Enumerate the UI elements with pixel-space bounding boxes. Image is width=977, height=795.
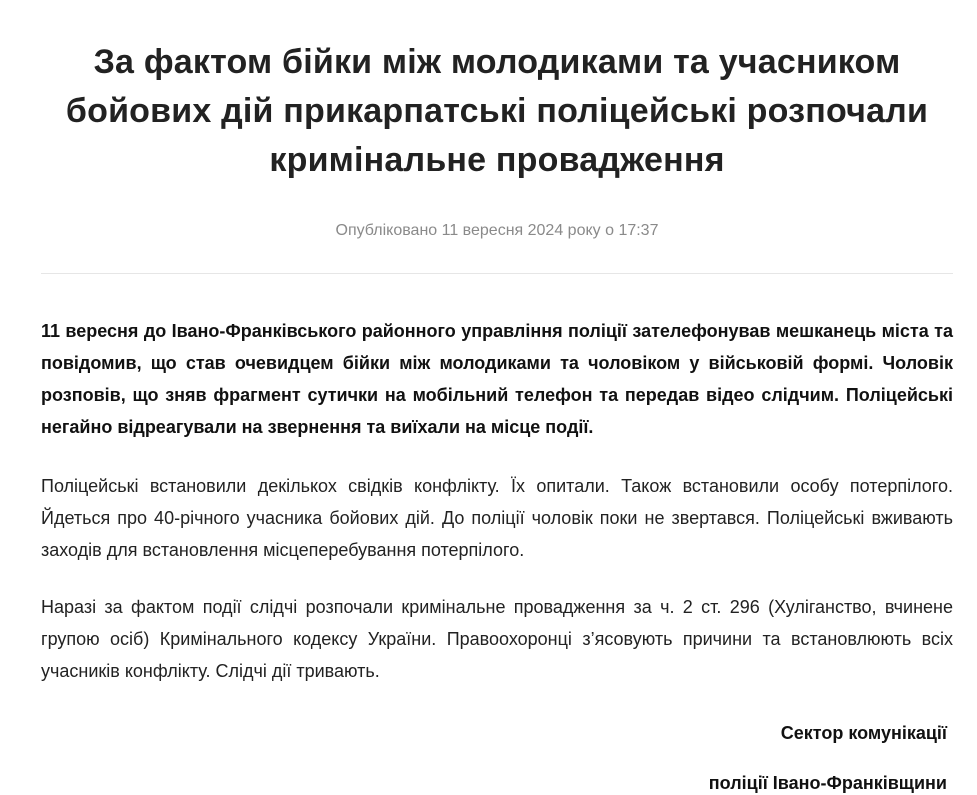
article: [41, 0, 953, 795]
body-paragraph-3: Наразі за фактом події слідчі розпочали кримінальне провадження за ч. 2 ст. 296 (Хуліганство, вчинене групою осіб) Кримінального кодексу України. Правоохоронці з’ясовують причини та встановлюють всіх учасників конфлікту. Слідчі дії тривають.: [41, 597, 953, 681]
publish-date: Опубліковано 11 вересня 2024 року о 17:37: [335, 222, 659, 239]
signature-line-1: Сектор комунікації: [780, 723, 947, 743]
signature-line-2: поліції Івано-Франківщини: [708, 773, 947, 793]
article-title: За фактом бійки між молодиками та учасником бойових дій прикарпатські поліцейські розпочали кримінальне провадження: [65, 43, 929, 179]
body-paragraph-2: Поліцейські встановили декількох свідків конфлікту. Їх опитали. Також встановили особу потерпілого. Йдеться про 40-річного учасника бойових дій. До поліції чоловік поки не звертався. Поліцейські вживають заходів для встановлення місцеперебування потерпілого.: [41, 476, 953, 560]
lead-paragraph: 11 вересня до Івано-Франківського районного управління поліції зателефонував мешканець міста та повідомив, що став очевидцем бійки між молодиками та чоловіком у військовій формі. Чоловік розповів, що зняв фрагмент сутички на мобільний телефон та передав відео слідчим. Поліцейські негайно відреагували на звернення та виїхали на місце події.: [41, 321, 953, 437]
divider: [41, 273, 953, 274]
